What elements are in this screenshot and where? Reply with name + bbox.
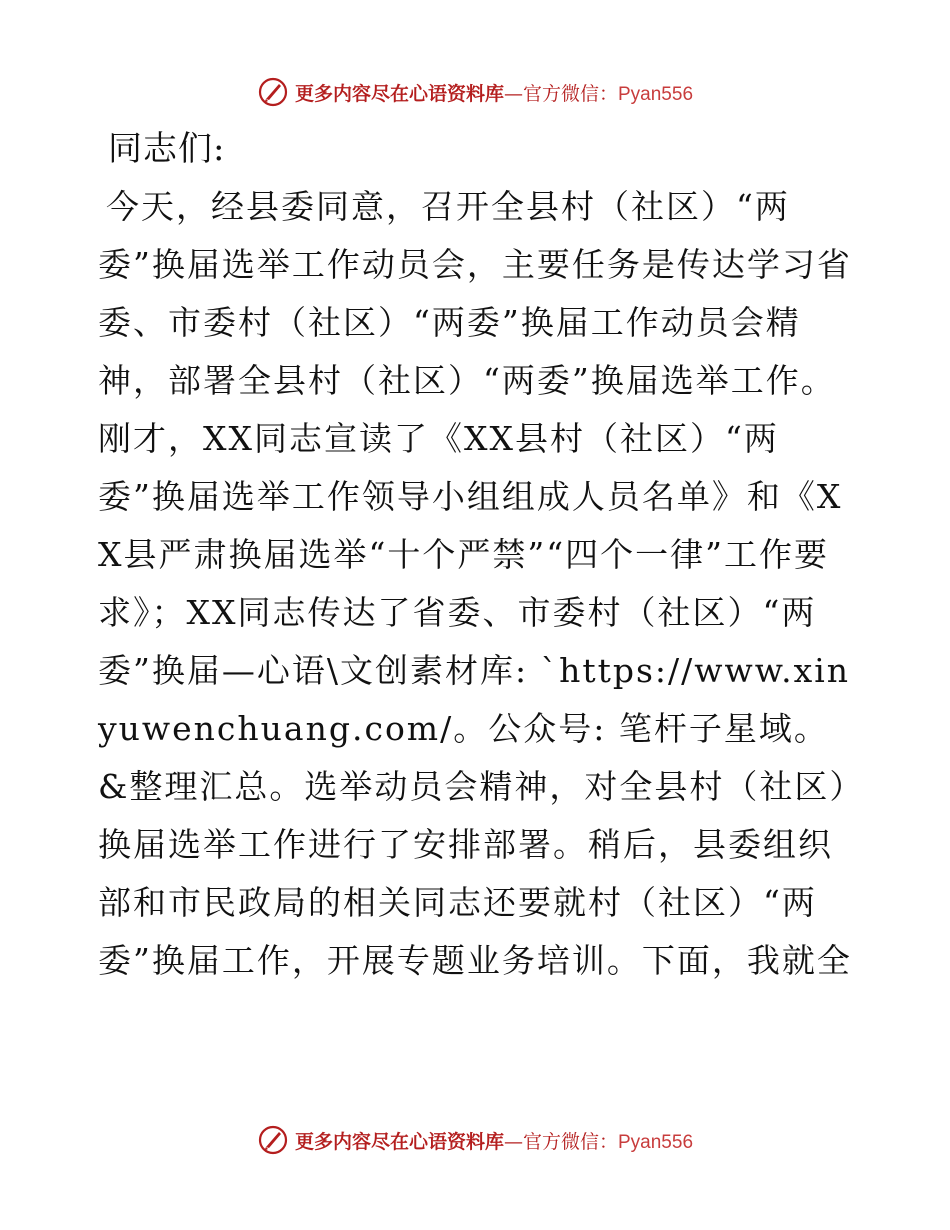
quill-logo-icon bbox=[257, 76, 289, 108]
banner-main-text: 更多内容尽在心语资料库 bbox=[294, 82, 504, 105]
banner-wechat-label: 官方微信： bbox=[522, 82, 618, 105]
banner-main-text: 更多内容尽在心语资料库 bbox=[294, 1130, 504, 1153]
quill-logo-icon bbox=[257, 1124, 289, 1156]
banner-wechat-handle: Pyan556 bbox=[618, 1131, 694, 1153]
header-banner bbox=[0, 72, 950, 112]
banner-caption bbox=[295, 1127, 693, 1154]
banner-wechat-handle: Pyan556 bbox=[618, 83, 694, 105]
salutation: 同志们: bbox=[108, 129, 226, 169]
footer-banner bbox=[0, 1120, 950, 1160]
body-paragraph: 今天，经县委同意，召开全县村（社区）“两委”换届选举工作动员会，主要任务是传达学习省委、市委村（社区）“两委”换届工作动员会精神，部署全县村（社区）“两委”换届选举工作。刚才，XX同志宣读了《XX县村（社区）“两委”换届选举工作领导小组组成人员名单》和《XX县严肃换届选举“十个严禁”“四个一律”工作要求》；XX同志传达了省委、市委村（社区）“两委”换届—心语\文创素材库: `https://www.xinyuwenchuang.com/。公众号: 笔杆子星域。&整理汇总。选举动员会精神，对全县村（社区）换届选举工作进行了安排部署。稍后，县委组织部和市民政局的相关同志还要就村（社区）“两委”换届工作，开展专题业务培训。下面，我就全 bbox=[98, 187, 852, 980]
banner-separator: — bbox=[503, 1130, 523, 1153]
banner-separator: — bbox=[503, 82, 523, 105]
banner-caption bbox=[295, 79, 693, 106]
document-body bbox=[98, 120, 858, 990]
banner-wechat-label: 官方微信： bbox=[522, 1130, 618, 1153]
